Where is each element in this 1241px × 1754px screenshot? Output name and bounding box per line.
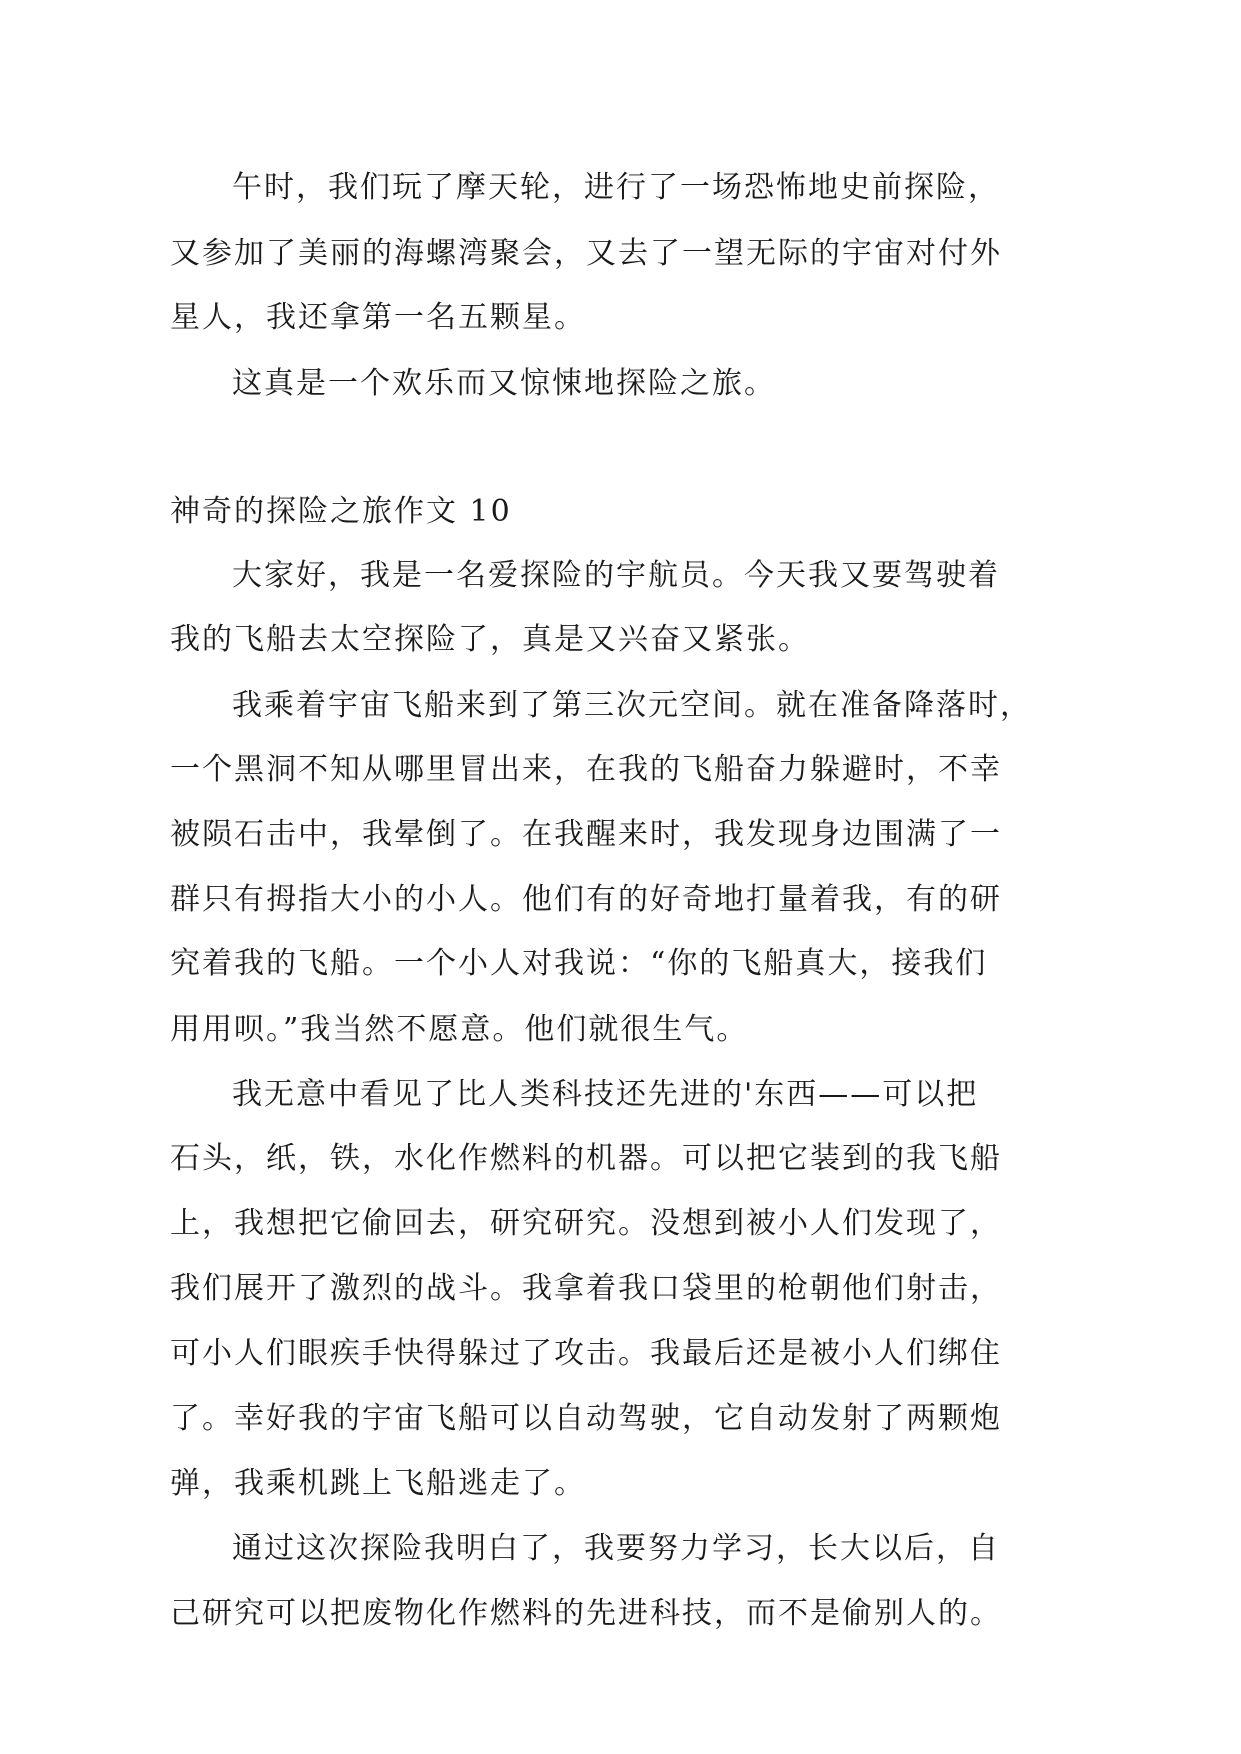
text-line: 上，我想把它偷回去，研究研究。没想到被小人们发现了，: [170, 1206, 1002, 1241]
text-line: 一个黑洞不知从哪里冒出来，在我的飞船奋力躲避时，不幸: [170, 752, 1002, 787]
text-line: 弹，我乘机跳上飞船逃走了。: [170, 1466, 586, 1501]
text-line: 可小人们眼疾手快得躲过了攻击。我最后还是被小人们绑住: [170, 1336, 1002, 1371]
text-line: 群只有拇指大小的小人。他们有的好奇地打量着我，有的研: [170, 882, 1002, 917]
text-line: 了。幸好我的宇宙飞船可以自动驾驶，它自动发射了两颗炮: [170, 1401, 1002, 1436]
text-line: 我无意中看见了比人类科技还先进的'东西——可以把: [232, 1077, 979, 1112]
text-line: 星人，我还拿第一名五颗星。: [170, 300, 586, 335]
text-line: 我们展开了激烈的战斗。我拿着我口袋里的枪朝他们射击，: [170, 1271, 1002, 1306]
text-line: 我乘着宇宙飞船来到了第三次元空间。就在准备降落时，: [232, 688, 1032, 723]
text-line: 又参加了美丽的海螺湾聚会，又去了一望无际的宇宙对付外: [170, 236, 1002, 271]
text-line: 被陨石击中，我晕倒了。在我醒来时，我发现身边围满了一: [170, 817, 1002, 852]
text-line: 我的飞船去太空探险了，真是又兴奋又紧张。: [170, 622, 810, 657]
text-line: 用用呗。”我当然不愿意。他们就很生气。: [170, 1012, 749, 1047]
text-line: 己研究可以把废物化作燃料的先进科技，而不是偷别人的。: [170, 1596, 1002, 1631]
text-line: 石头，纸，铁，水化作燃料的机器。可以把它装到的我飞船: [170, 1141, 1002, 1176]
text-line: 通过这次探险我明白了，我要努力学习，长大以后，自: [232, 1531, 1000, 1566]
text-line: 午时，我们玩了摩天轮，进行了一场恐怖地史前探险，: [232, 170, 1000, 205]
text-line: 这真是一个欢乐而又惊悚地探险之旅。: [232, 366, 776, 401]
text-line: 大家好，我是一名爱探险的宇航员。今天我又要驾驶着: [232, 558, 1000, 593]
text-line: 究着我的飞船。一个小人对我说：“你的飞船真大，接我们: [170, 946, 988, 981]
section-heading: 神奇的探险之旅作文 10: [170, 494, 512, 529]
